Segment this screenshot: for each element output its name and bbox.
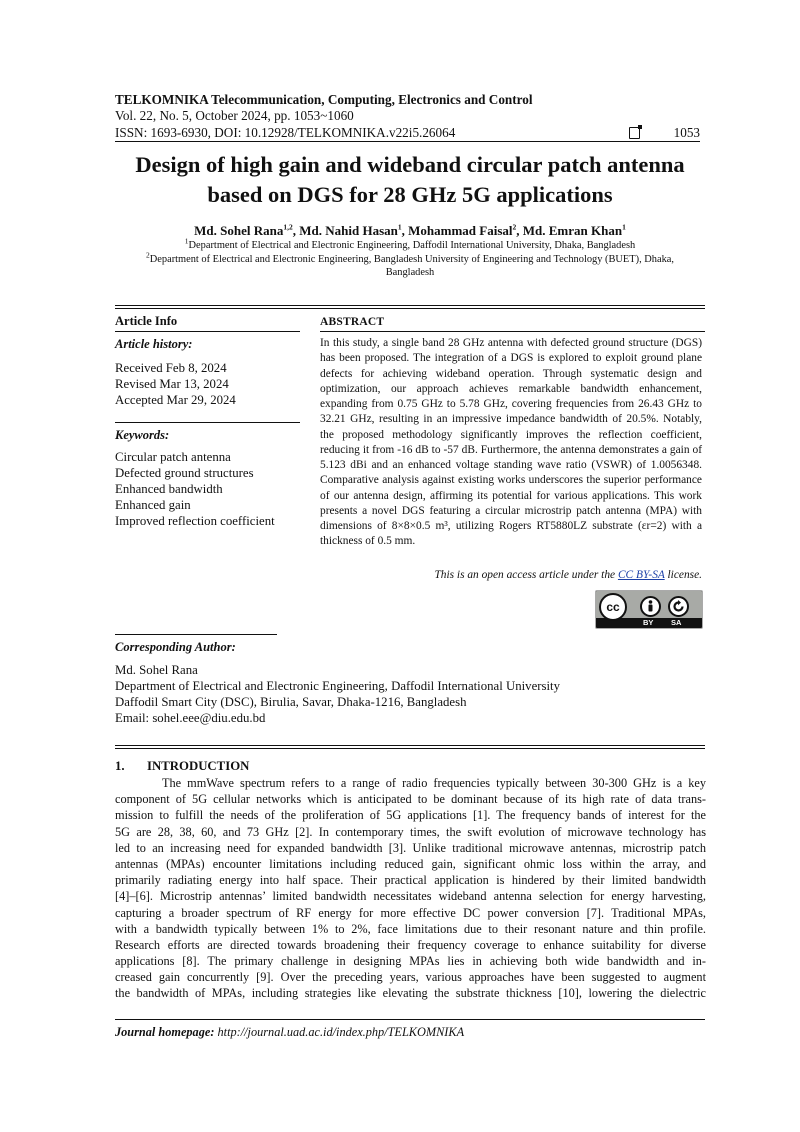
sa-label: SA bbox=[671, 618, 682, 627]
keyword: Enhanced gain bbox=[115, 498, 191, 512]
corresponding-details bbox=[115, 662, 560, 726]
body-line: primarily radiating energy into half space. Their practical application is hindered by their limited bandwidth bbox=[115, 873, 706, 888]
header-rule bbox=[115, 141, 700, 142]
history-heading: Article history: bbox=[115, 337, 193, 351]
top-double-rule bbox=[115, 305, 705, 309]
body-line: [4]–[6]. Microstrip antennas’ limited bandwidth necessitates wideband antenna selection for energy harvesting, bbox=[115, 889, 706, 904]
corresponding-department: Department of Electrical and Electronic Engineering, Daffodil International University bbox=[115, 679, 560, 693]
article-history bbox=[115, 337, 300, 408]
introduction-body bbox=[115, 775, 706, 1002]
title-line-1: Design of high gain and wideband circular patch antenna bbox=[135, 152, 685, 177]
journal-homepage bbox=[115, 1025, 464, 1040]
accepted-date: Accepted Mar 29, 2024 bbox=[115, 393, 236, 407]
footer-rule bbox=[115, 1019, 705, 1020]
keywords-section bbox=[115, 428, 300, 529]
body-line: Research efforts are directed towards broadening their frequency coverage to enhance suitability for diverse bbox=[115, 937, 706, 952]
keywords-heading: Keywords: bbox=[115, 428, 170, 442]
abstract-heading: ABSTRACT bbox=[320, 316, 385, 328]
author: Mohammad Faisal$^2$, bbox=[408, 222, 523, 238]
author: Md. Sohel Rana$^{1,2}$, bbox=[194, 222, 300, 238]
body-line: mission to fulfill the needs of the proliferation of 5G applications [1]. The frequency bands of interest for the bbox=[115, 808, 706, 823]
share-alike-icon bbox=[668, 596, 689, 617]
author: Md. Emran Khan$^1$ bbox=[522, 222, 626, 238]
article-info-heading: Article Info bbox=[115, 314, 178, 328]
abstract-text: In this study, a single band 28 GHz antenna with defected ground structure (DGS) has been proposed. The integration of a DGS is explored to exploit ground plane defects for achieving wideband operation. Through systematic design and optimization, our approach achieves remarkable bandwidth enhancement, expanding from 0.75 GHz to 5.78 GHz, covering frequencies from 26.43 GHz to 32.21 GHz, resulting in an impressive impedance bandwidth of 20.5%. Notably, the proposed methodology significantly improves the reflection coefficient, reducing it from -16 dB to -57 dB. Furthermore, the antenna demonstrates a gain of 5.123 dBi and an enhanced voltage standing wave ratio (VSWR) of 1.0056348. Comparative analysis against existing works underscores the superior performance of our antenna design, affirming its potential for various applications. This work presents a novel DGS featuring a circular microstrip patch antenna (MPA) with dimensions of 8×8×0.5 m³, utilizing Rogers RT5880LZ substrate (εr=2) with a thickness of 0.5 mm. bbox=[320, 337, 702, 548]
body-line: antennas (MPAs) encounter limitations including reduced gain, significant ohmic loss within the array, and bbox=[115, 856, 706, 871]
body-line: led to an increasing need for expanded bandwidth [3]. Unlike traditional microwave antennas, microstrip patch bbox=[115, 840, 706, 855]
affiliations bbox=[125, 236, 695, 280]
page-number: 1053 bbox=[673, 124, 700, 140]
received-date: Received Feb 8, 2024 bbox=[115, 361, 227, 375]
keyword: Circular patch antenna bbox=[115, 450, 231, 464]
bottom-double-rule bbox=[115, 745, 705, 749]
keyword: Enhanced bandwidth bbox=[115, 482, 223, 496]
revised-date: Revised Mar 13, 2024 bbox=[115, 377, 229, 391]
article-info-rule bbox=[115, 331, 300, 332]
corresponding-rule bbox=[115, 634, 277, 635]
corresponding-email: Email: sohel.eee@diu.edu.bd bbox=[115, 711, 266, 725]
body-line: 5G are 28, 38, 60, and 73 GHz [2]. In contemporary times, the swift evolution of microwave technology has bbox=[115, 824, 706, 839]
author-list bbox=[100, 223, 720, 239]
body-line: The mmWave spectrum refers to a range of radio frequencies typically between 30-300 GHz is a key bbox=[162, 776, 706, 790]
attribution-icon bbox=[640, 596, 661, 617]
cc-by-sa-link[interactable]: CC BY-SA bbox=[617, 569, 665, 581]
body-line: creased gain concurrently [9]. Over the preceding years, various approaches have been suggested to augment bbox=[115, 970, 706, 985]
corresponding-heading: Corresponding Author: bbox=[115, 640, 236, 654]
journal-name: TELKOMNIKA Telecommunication, Computing, Electronics and Control bbox=[115, 92, 533, 107]
corresponding-name: Md. Sohel Rana bbox=[115, 663, 198, 677]
keyword: Defected ground structures bbox=[115, 466, 254, 480]
document-icon bbox=[629, 127, 640, 139]
cc-logo-icon: cc bbox=[599, 593, 627, 621]
author: Md. Nahid Hasan$^1$, bbox=[299, 222, 409, 238]
journal-header bbox=[115, 92, 700, 141]
by-label: BY bbox=[643, 618, 654, 627]
issn-line: ISSN: 1693-6930, DOI: 10.12928/TELKOMNIKA.v22i5.26064 bbox=[115, 124, 456, 140]
abstract-rule bbox=[320, 331, 705, 332]
affiliation: $^2$Department of Electrical and Electronic Engineering, Bangladesh University of Engineering and Technology (BUET), Dhaka, Bangladesh bbox=[146, 250, 674, 278]
volume-line: Vol. 22, No. 5, October 2024, pp. 1053~1060 bbox=[115, 108, 354, 124]
affiliation: $^1$Department of Electrical and Electronic Engineering, Daffodil International University, Dhaka, Bangladesh bbox=[184, 236, 636, 251]
keyword: Improved reflection coefficient bbox=[115, 514, 275, 528]
body-line: capturing a broader spectrum of RF energy for more effective DC power conversion [7]. Traditional MPAs, bbox=[115, 905, 706, 920]
homepage-url[interactable]: http://journal.uad.ac.id/index.php/TELKOMNIKA bbox=[217, 1025, 465, 1039]
introduction-heading: 1. INTRODUCTION bbox=[115, 759, 250, 773]
keywords-rule bbox=[115, 422, 300, 423]
body-line: the bandwidth of MPAs, including strategies like elevating the substrate thickness [10], lowering the dielectric bbox=[115, 986, 706, 1001]
body-line: with a bandwidth typically between 1% to 2%, face limitations due to their resonant nature and thin profile. bbox=[115, 921, 706, 936]
cc-by-sa-badge[interactable] bbox=[595, 590, 703, 629]
paper-title bbox=[100, 150, 720, 210]
open-access-note: This is an open access article under the CC BY-SA license. bbox=[434, 569, 702, 581]
body-line: applications [8]. The primary challenge in designing MPAs lies in achieving both wide bandwidth and in- bbox=[115, 954, 706, 969]
issn-row bbox=[115, 125, 700, 141]
title-line-2: based on DGS for 28 GHz 5G applications bbox=[207, 182, 613, 207]
body-line: component of 5G cellular networks which is anticipated to be dominant because of its high rate of data trans- bbox=[115, 792, 706, 807]
corresponding-address: Daffodil Smart City (DSC), Birulia, Savar, Dhaka-1216, Bangladesh bbox=[115, 695, 467, 709]
homepage-label: Journal homepage: bbox=[115, 1025, 215, 1039]
page-number-group bbox=[629, 125, 700, 141]
